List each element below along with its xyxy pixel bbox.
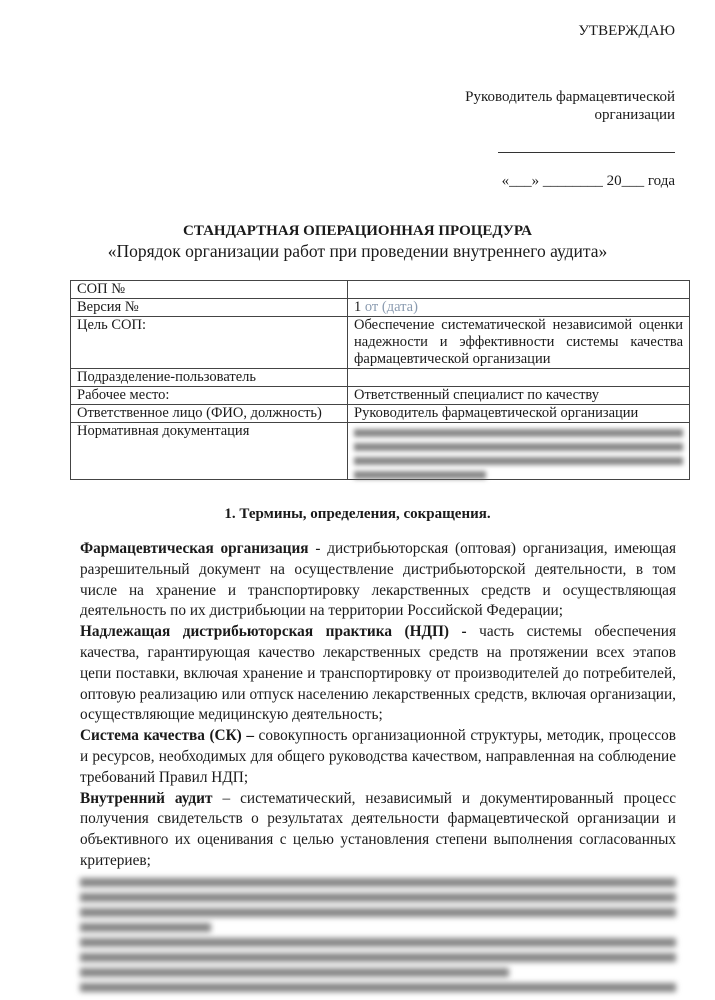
version-date: от (дата) [361, 299, 418, 315]
row-label: Рабочее место: [71, 387, 348, 405]
row-value [348, 299, 690, 317]
row-value [348, 369, 690, 387]
section-body [80, 539, 676, 998]
definition-item [80, 622, 676, 726]
definitions-list [80, 539, 676, 872]
row-value [348, 281, 690, 299]
definition-item [80, 789, 676, 872]
table-row [71, 423, 690, 480]
section-heading: 1. Термины, определения, сокращения. [224, 506, 491, 522]
table-row [71, 369, 690, 387]
table-row [71, 317, 690, 369]
row-label: СОП № [71, 281, 348, 299]
definition: часть системы обеспечения качества, гарантирующая качество лекарственных средств на протяжении всех этапов цепи поставки, включая хранение и транспортировку от производителей до потребителей, оптовую реализацию или отпуск населению лекарственных средств, включая организации, осуществляющие медицинскую деятельность; [80, 623, 676, 724]
row-label: Ответственное лицо (ФИО, должность) [71, 405, 348, 423]
table-row [71, 387, 690, 405]
table-row [71, 405, 690, 423]
definition-item [80, 726, 676, 788]
row-label: Версия № [71, 299, 348, 317]
definition: совокупность организационной структуры, методик, процессов и ресурсов, необходимых для общего руководства качеством, направленная на соблюдение требований Правил НДП; [80, 727, 676, 786]
term: Система качества (СК) – [80, 727, 254, 745]
definition-item [80, 539, 676, 622]
signature-line [498, 152, 675, 153]
row-label: Нормативная документация [71, 423, 348, 480]
approval-position-line2: организации [594, 107, 675, 123]
document-title: СТАНДАРТНАЯ ОПЕРАЦИОННАЯ ПРОЦЕДУРА [182, 223, 532, 239]
row-value: Руководитель фармацевтической организации [348, 405, 690, 423]
term: Фармацевтическая организация [80, 540, 309, 557]
sop-info-table [70, 280, 690, 480]
term: Внутренний аудит [80, 789, 213, 807]
term: Надлежащая дистрибьюторская практика (НДП) - [80, 623, 467, 641]
table-row [71, 299, 690, 317]
blurred-text [80, 878, 676, 992]
document-subtitle: «Порядок организации работ при проведении внутреннего аудита» [107, 241, 608, 261]
row-label: Цель СОП: [71, 317, 348, 369]
approval-date-line: «___» ________ 20___ года [501, 173, 675, 189]
version-number: 1 [354, 299, 362, 315]
blurred-text [354, 429, 683, 479]
blurred-normative-docs [348, 423, 690, 480]
row-label: Подразделение-пользователь [71, 369, 348, 387]
row-value: Обеспечение систематической независимой оценки надежности и эффективности системы качества фармацевтической организации [348, 317, 690, 369]
table-row [71, 281, 690, 299]
definition: - дистрибьюторская (оптовая) организация, имеющая разрешительный документ на осуществление дистрибьюторской деятельности, в том числе на хранение и транспортировку лекарственных средств и осуществляющая деятельность по их дистрибьюции на территории Российской Федерации; [80, 540, 676, 620]
definition: – систематический, независимый и документированный процесс получения свидетельств о результатах деятельности фармацевтической организации и объективного их оценивания с целью установления степени выполнения согласованных критериев; [80, 789, 676, 869]
approval-heading: УТВЕРЖДАЮ [578, 23, 675, 39]
row-value: Ответственный специалист по качеству [348, 387, 690, 405]
approval-position-line1: Руководитель фармацевтической [465, 89, 675, 105]
